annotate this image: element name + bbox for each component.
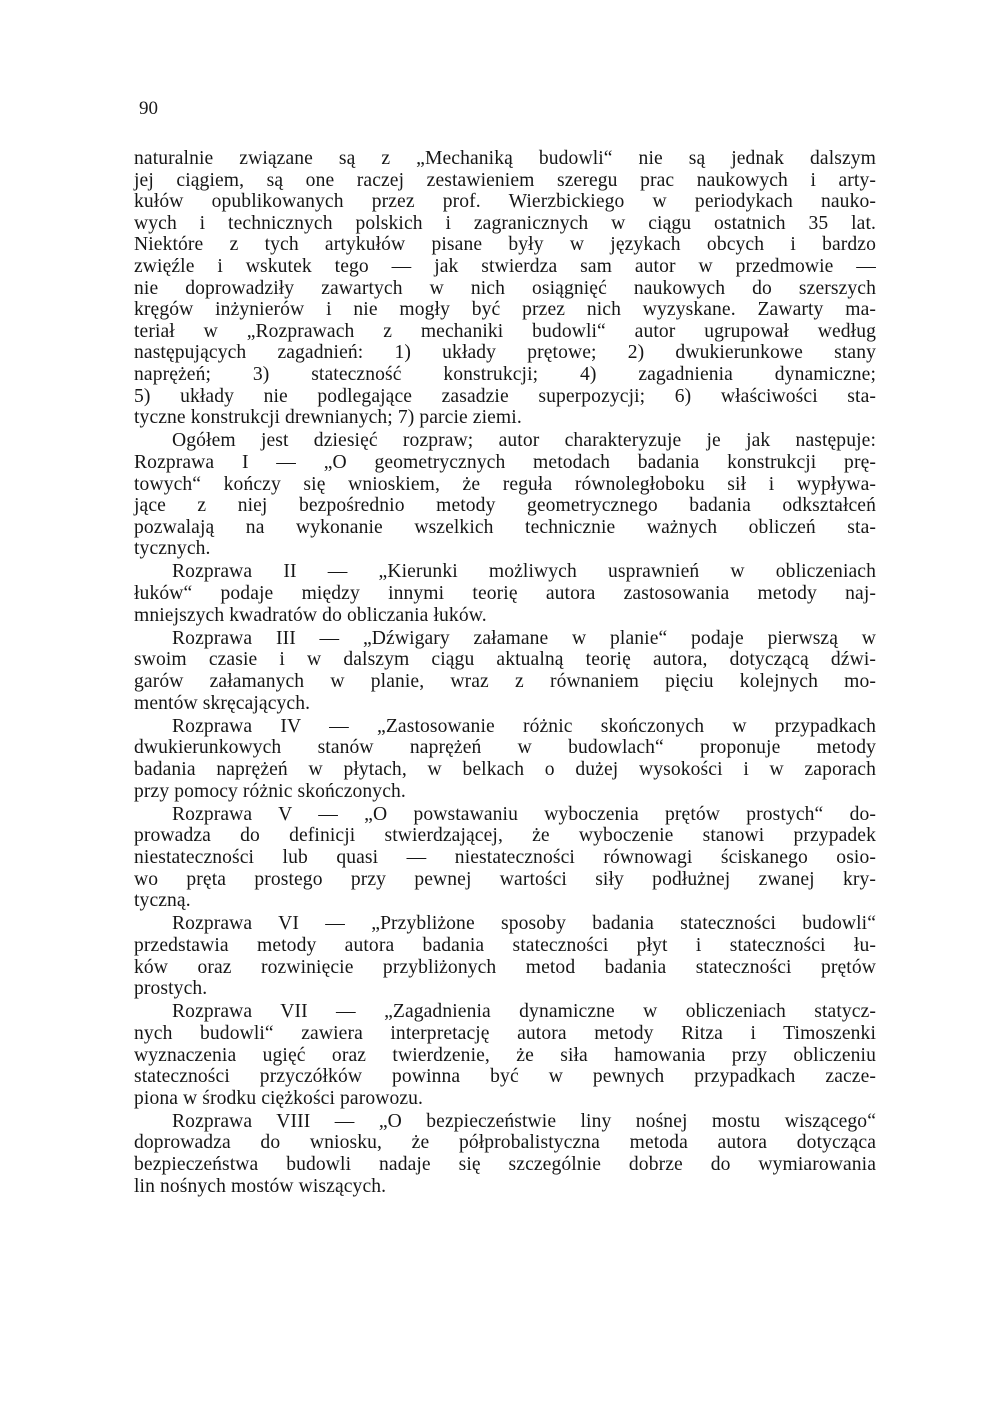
text-line: tycznych.	[134, 538, 211, 560]
text-line: Rozprawa VII — „Zagadnienia dynamiczne w obliczeniach statycz-	[172, 1001, 876, 1023]
text-line: swoim czasie i w dalszym ciągu aktualną teorię autora, dotyczącą dźwi-	[134, 649, 876, 671]
text-line: Rozprawa VIII — „O bezpieczeństwie liny nośnej mostu wiszącego“	[172, 1110, 876, 1132]
text-line: Rozprawa III — „Dźwigary załamane w planie“ podaje pierwszą w	[172, 627, 876, 649]
text-line: zwięźle i wskutek tego — jak stwierdza sam autor w przedmowie —	[134, 255, 876, 277]
paragraph	[134, 1001, 876, 1109]
text-line: ków oraz rozwinięcie przybliżonych metod badania stateczności prętów	[134, 956, 876, 978]
text-line: mniejszych kwadratów do obliczania łuków.	[134, 604, 487, 626]
text-line: Niektóre z tych artykułów pisane były w językach obcych i bardzo	[134, 234, 876, 256]
text-line: Rozprawa II — „Kierunki możliwych usprawnień w obliczeniach	[172, 561, 876, 583]
text-line: tyczną.	[134, 890, 191, 912]
text-line: Rozprawa I — „O geometrycznych metodach badania konstrukcji prę-	[134, 451, 876, 473]
text-line: stateczności przyczółków powinna być w pewnych przypadkach zacze-	[134, 1066, 876, 1088]
text-line: jej ciągiem, są one raczej zestawieniem szeregu prac naukowych i arty-	[134, 169, 876, 191]
text-line: przy pomocy różnic skończonych.	[134, 780, 406, 802]
text-line: kułów opublikowanych przez prof. Wierzbickiego w periodykach nauko-	[134, 191, 876, 213]
text-line: dwukierunkowych stanów naprężeń w budowlach“ proponuje metody	[134, 737, 876, 759]
text-line: łuków“ podaje między innymi teorię autora zastosowania metody naj-	[134, 583, 876, 605]
text-line: kręgów inżynierów i nie mogły być przez nich wyzyskane. Zawarty ma-	[134, 299, 876, 321]
text-line: Rozprawa VI — „Przybliżone sposoby badania stateczności budowli“	[172, 913, 876, 935]
text-line: Ogółem jest dziesięć rozpraw; autor charakteryzuje je jak następuje:	[172, 430, 876, 452]
text-line: mentów skręcających.	[134, 692, 311, 714]
text-line: nie doprowadziły zawartych w nich osiągnięć naukowych do szerszych	[134, 277, 876, 299]
text-line: niestateczności lub quasi — niestateczności równowagi ściskanego osio-	[134, 846, 876, 868]
paragraph	[134, 561, 876, 626]
text-line: badania naprężeń w płytach, w belkach o dużej wysokości i w zaporach	[134, 759, 876, 780]
text-line: towych“ kończy się wnioskiem, że reguła równoległoboku sił i wypływa-	[134, 473, 876, 495]
paragraph	[134, 430, 876, 560]
text-line: Rozprawa IV — „Zastosowanie różnic skończonych w przypadkach	[172, 715, 876, 737]
paragraph	[134, 1111, 876, 1197]
text-line: 5) układy nie podlegające zasadzie superpozycji; 6) właściwości sta-	[134, 385, 876, 407]
text-line: garów załamanych w planie, wraz z równaniem pięciu kolejnych mo-	[134, 671, 876, 693]
body-text	[134, 148, 876, 1199]
text-line: tyczne konstrukcji drewnianych; 7) parcie ziemi.	[134, 407, 522, 429]
text-line: wych i technicznych polskich i zagranicznych w ciągu ostatnich 35 lat.	[134, 212, 876, 234]
text-line: pozwalają na wykonanie wszelkich technicznie ważnych obliczeń sta-	[134, 516, 876, 538]
paragraph	[134, 913, 876, 999]
text-line: naturalnie związane są z „Mechaniką budowli“ nie są jednak dalszym	[134, 148, 876, 169]
text-line: teriał w „Rozprawach z mechaniki budowli“ autor ugrupował według	[134, 320, 876, 342]
text-line: prowadza do definicji stwierdzającej, że wyboczenie stanowi przypadek	[134, 825, 876, 847]
paragraph	[134, 804, 876, 912]
text-line: przedstawia metody autora badania stateczności płyt i stateczności łu-	[134, 934, 876, 956]
text-line: Rozprawa V — „O powstawaniu wyboczenia prętów prostych“ do-	[172, 803, 876, 825]
text-line: nych budowli“ zawiera interpretację autora metody Ritza i Timoszenki	[134, 1022, 876, 1044]
text-line: naprężeń; 3) stateczność konstrukcji; 4) zagadnienia dynamiczne;	[134, 363, 876, 385]
paragraph	[134, 628, 876, 714]
text-line: lin nośnych mostów wiszących.	[134, 1175, 387, 1197]
text-line: doprowadza do wniosku, że półprobalistyczna metoda autora dotycząca	[134, 1132, 876, 1154]
text-line: wyznaczenia ugięć oraz twierdzenie, że siła hamowania przy obliczeniu	[134, 1044, 876, 1066]
text-line: jące z niej bezpośrednio metody geometrycznego badania odkształceń	[134, 495, 876, 517]
paragraph	[134, 716, 876, 802]
text-line: bezpieczeństwa budowli nadaje się szczególnie dobrze do wymiarowania	[134, 1154, 876, 1176]
paragraph	[134, 148, 876, 429]
text-line: piona w środku ciężkości parowozu.	[134, 1087, 424, 1109]
text-line: prostych.	[134, 978, 208, 1000]
text-line: wo pręta prostego przy pewnej wartości siły podłużnej zwanej kry-	[134, 868, 876, 890]
page-number: 90	[139, 98, 158, 119]
text-line: następujących zagadnień: 1) układy prętowe; 2) dwukierunkowe stany	[134, 342, 876, 364]
